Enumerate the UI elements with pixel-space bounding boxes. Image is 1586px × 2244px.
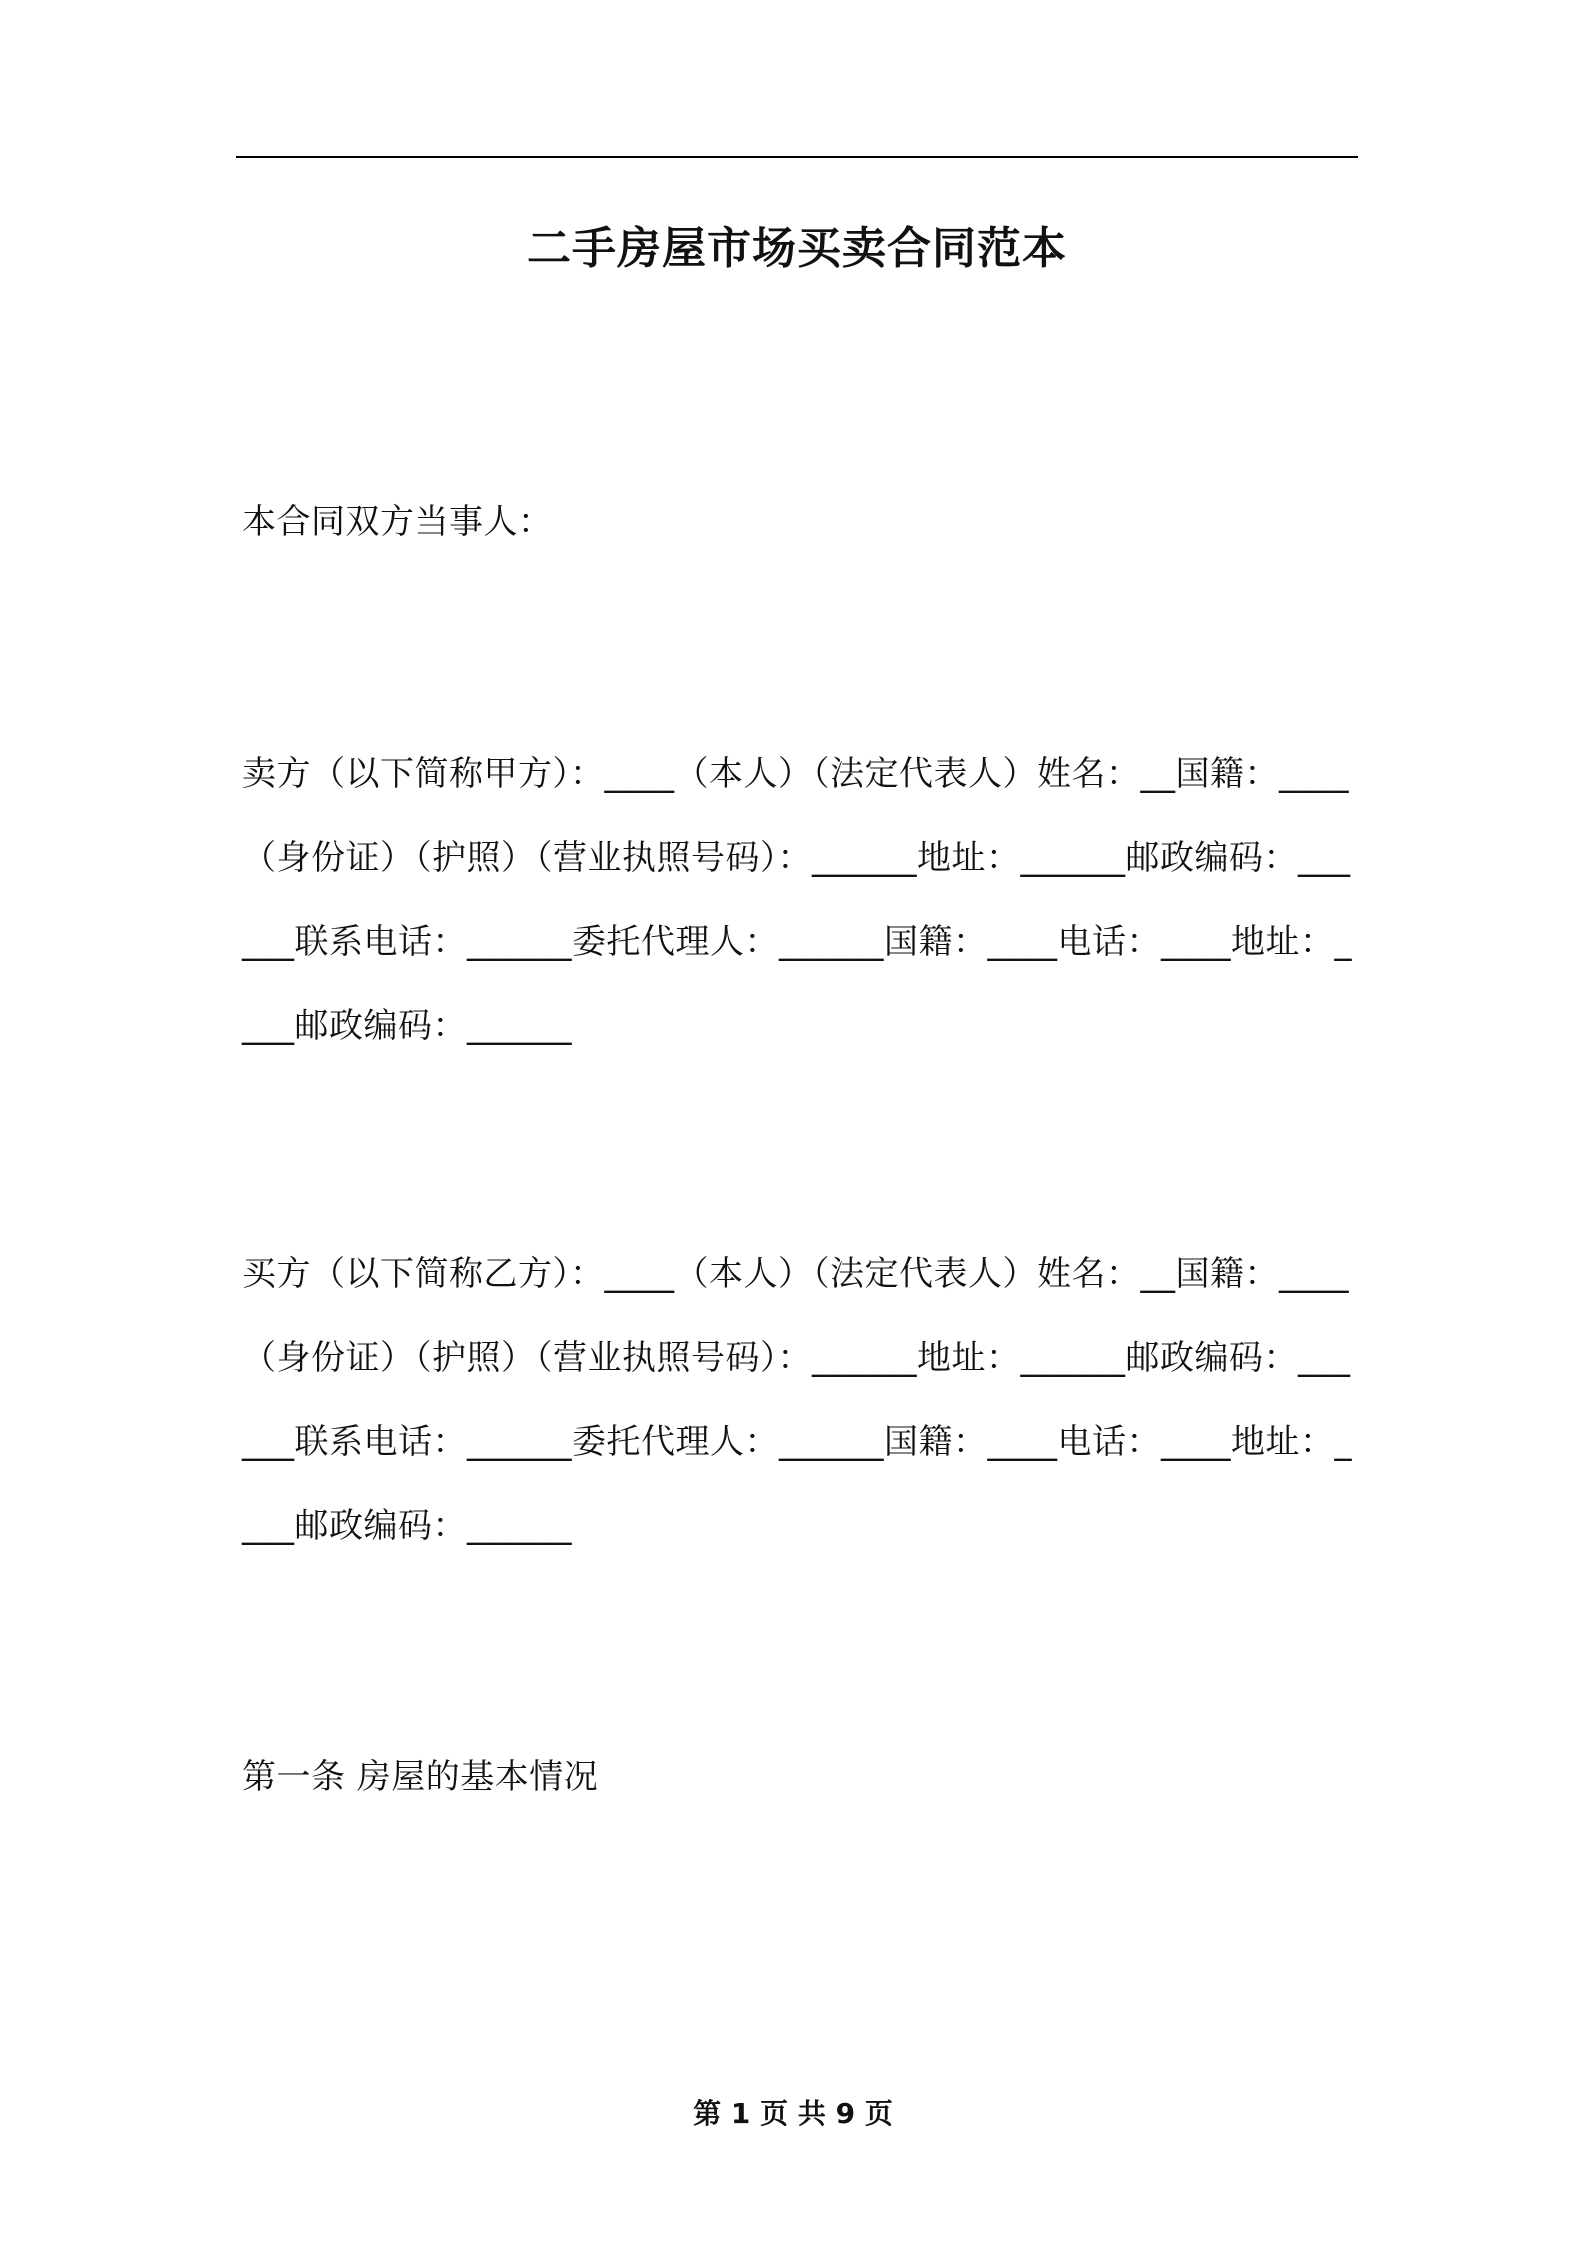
buyer-paragraph: 买方（以下简称乙方）：____（本人）（法定代表人）姓名：__国籍：____（身份证）（护照）（营业执照号码）：______地址：______邮政编码：______联系电话：______委托代理人：______国籍：____电话：____地址：____邮政编码：______ [242, 1254, 1352, 1546]
article-1-heading: 第一条 房屋的基本情况 [242, 1757, 599, 1797]
document-title: 二手房屋市场买卖合同范本 [527, 223, 1067, 274]
seller-paragraph: 卖方（以下简称甲方）：____（本人）（法定代表人）姓名：__国籍：____（身份证）（护照）（营业执照号码）：______地址：______邮政编码：______联系电话：______委托代理人：______国籍：____电话：____地址：____邮政编码：______ [242, 754, 1352, 1046]
parties-intro: 本合同双方当事人： [242, 502, 553, 542]
page-number-footer: 第 1 页 共 9 页 [693, 2097, 893, 2130]
header-rule [236, 156, 1358, 158]
